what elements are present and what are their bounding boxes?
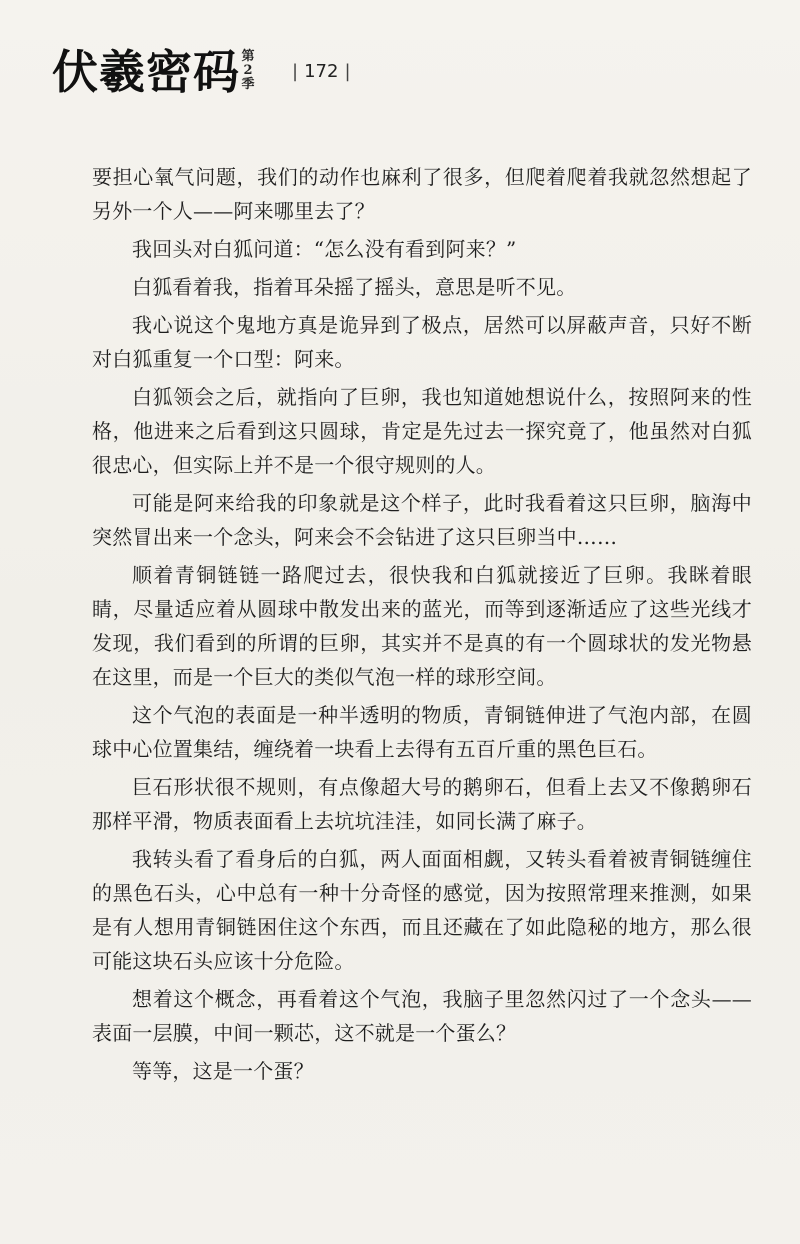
paragraph: 想着这个概念，再看着这个气泡，我脑子里忽然闪过了一个念头——表面一层膜，中间一颗芯，这不就是一个蛋么？ (92, 987, 752, 1045)
paragraph: 等等，这是一个蛋？ (132, 1059, 314, 1083)
paragraph: 白狐领会之后，就指向了巨卵，我也知道她想说什么，按照阿来的性格，他进来之后看到这只圆球，肯定是先过去一探究竟了，他虽然对白狐很忠心，但实际上并不是一个很守规则的人。 (92, 385, 752, 477)
paragraph: 巨石形状很不规则，有点像超大号的鹅卵石，但看上去又不像鹅卵石那样平滑，物质表面看上去坑坑洼洼，如同长满了麻子。 (92, 775, 752, 833)
paragraph: 顺着青铜链链一路爬过去，很快我和白狐就接近了巨卵。我眯着眼睛，尽量适应着从圆球中散发出来的蓝光，而等到逐渐适应了这些光线才发现，我们看到的所谓的巨卵，其实并不是真的有一个圆球状的发光物悬在这里，而是一个巨大的类似气泡一样的球形空间。 (92, 563, 752, 689)
paragraph: 这个气泡的表面是一种半透明的物质，青铜链伸进了气泡内部，在圆球中心位置集结，缠绕着一块看上去得有五百斤重的黑色巨石。 (92, 703, 752, 761)
body-text (92, 160, 752, 1092)
page-number (286, 60, 357, 84)
book-title: 伏羲密码 (52, 45, 240, 99)
divider: | (292, 61, 299, 82)
page-number-value: 172 (304, 61, 339, 82)
page-header (52, 40, 372, 110)
paragraph: 白狐看着我，指着耳朵摇了摇头，意思是听不见。 (132, 275, 577, 299)
season-label (240, 50, 256, 92)
season-char: 季 (241, 77, 255, 92)
paragraph: 我回头对白狐问道：“怎么没有看到阿来？” (132, 237, 517, 261)
divider: | (344, 61, 351, 82)
paragraph: 要担心氧气问题，我们的动作也麻利了很多，但爬着爬着我就忽然想起了另外一个人——阿来哪里去了？ (92, 165, 752, 223)
paragraph: 我心说这个鬼地方真是诡异到了极点，居然可以屏蔽声音，只好不断对白狐重复一个口型：阿来。 (92, 313, 752, 371)
season-number: 2 (243, 63, 253, 78)
paragraph: 我转头看了看身后的白狐，两人面面相觑，又转头看着被青铜链缠住的黑色石头，心中总有一种十分奇怪的感觉，因为按照常理来推测，如果是有人想用青铜链困住这个东西，而且还藏在了如此隐秘的地方，那么很可能这块石头应该十分危险。 (92, 847, 752, 973)
season-char: 第 (241, 49, 255, 64)
paragraph: 可能是阿来给我的印象就是这个样子，此时我看着这只巨卵，脑海中突然冒出来一个念头，阿来会不会钻进了这只巨卵当中…… (92, 491, 752, 549)
